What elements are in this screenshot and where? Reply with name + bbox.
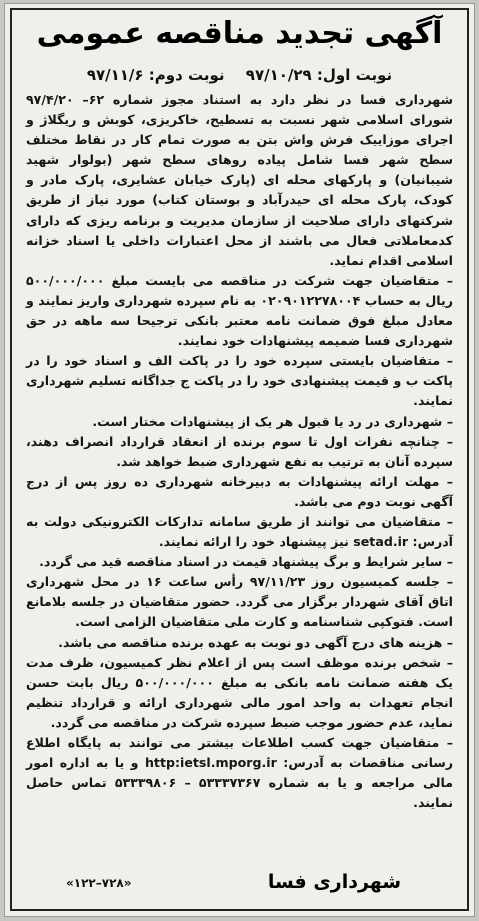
second-round: نوبت دوم: ۹۷/۱۱/۶: [86, 66, 225, 84]
signature: شهرداری فسا: [267, 871, 401, 893]
notice-title: آگهی تجدید مناقصه عمومی: [36, 16, 443, 51]
paragraph: – چنانچه نفرات اول تا سوم برنده از انعقاد قرارداد انصراف دهند، سپرده آنان به ترتیب به نفع شهرداری ضبط خواهد شد.: [26, 433, 453, 469]
notice-frame: [10, 8, 469, 911]
paragraph: – سایر شرایط و برگ پیشنهاد قیمت در اسناد مناقصه قید می گردد.: [39, 554, 453, 570]
notice-footer: [26, 871, 453, 897]
first-round: نوبت اول: ۹۷/۱۰/۲۹: [245, 66, 393, 84]
paragraph: – متقاضیان جهت شرکت در مناقصه می بایست مبلغ ۵۰۰/۰۰۰/۰۰۰ ریال به حساب ۰۲۰۹۰۱۲۲۷۸۰۰۴ به نام سپرده شهرداری واریز نمایند و معادل مبلغ فوق ضمانت نامه معتبر بانکی ترجیحا سه ماهه در حق شهرداری فسا ضمیمه پیشنهادات خود نمایند.: [26, 272, 453, 349]
notice-body: [26, 90, 453, 813]
paragraph: – شخص برنده موظف است پس از اعلام نظر کمیسیون، ظرف مدت یک هفته ضمانت نامه بانکی به مبلغ ۵۰۰/۰۰۰/۰۰۰ ریال بابت حسن انجام تعهدات به واحد امور مالی شهرداری ارائه و قرارداد تنظیم نماید، عدم حضور موجب ضبط سپرده شرکت در مناقصه می گردد.: [26, 654, 454, 730]
notice-code: «۷۲۸–۱۲۲»: [66, 876, 132, 890]
newspaper-clipping: [4, 3, 475, 917]
paragraph: – شهرداری در رد یا قبول هر یک از پیشنهادات مختار است.: [92, 413, 453, 429]
publication-rounds: [32, 66, 447, 84]
paragraph: – جلسه کمیسیون روز ۹۷/۱۱/۲۳ رأس ساعت ۱۶ در محل شهرداری اتاق آقای شهردار برگزار می گردد. حضور متقاضیان در جلسه بلامانع است. فتوکپی شناسنامه و کارت ملی متقاضیان الزامی است.: [26, 574, 453, 630]
paragraph: شهرداری فسا در نظر دارد به استناد مجوز شماره ۶۲– ۹۷/۴/۲۰ شورای اسلامی شهر نسبت به تسطیح، خاکریزی، کوبش و ریگلاژ و اجرای موزاییک فرش واش بتن به صورت تمام کار در نقاط مختلف سطح شهر فسا شامل پیاده روهای سطح شهر (بولوار شهید شیبانیان) و پارکهای محله ای (پارک خیابان عشایری، پارک مادر و کودک، پارک محله ای حیدرآباد و بوستان کتاب) مورد نیاز از طریق شرکتهای دارای صلاحیت از سازمان مدیریت و برنامه ریزی که دارای کدمعاملاتی فعال می باشند از محل اعتبارات داخلی یا اسناد خزانه اسلامی اقدام نماید.: [26, 92, 453, 268]
paragraph: – مهلت ارائه پیشنهادات به دبیرخانه شهرداری ده روز پس از درج آگهی نوبت دوم می باشد.: [26, 473, 453, 509]
paragraph: – متقاضیان جهت کسب اطلاعات بیشتر می توانند به پایگاه اطلاع رسانی مناقصات به آدرس: http:ietsl.mporg.ir و یا به اداره امور مالی مراجعه و یا به شماره ۵۳۳۳۷۳۶۷ – ۵۳۳۳۹۸۰۶ تماس حاصل نمایند.: [26, 735, 454, 811]
paragraph: – هزینه های درج آگهی دو نوبت به عهده برنده مناقصه می باشد.: [58, 634, 453, 650]
paragraph: – متقاضیان می توانند از طریق سامانه تدارکات الکترونیکی دولت به آدرس: setad.ir نیز پیشنهاد خود را ارائه نمایند.: [26, 513, 453, 550]
paragraph: – متقاضیان بایستی سپرده خود را در پاکت الف و اسناد خود را در پاکت ب و قیمت پیشنهادی خود را در پاکت ج جداگانه تسلیم شهرداری نمایند.: [26, 353, 453, 409]
